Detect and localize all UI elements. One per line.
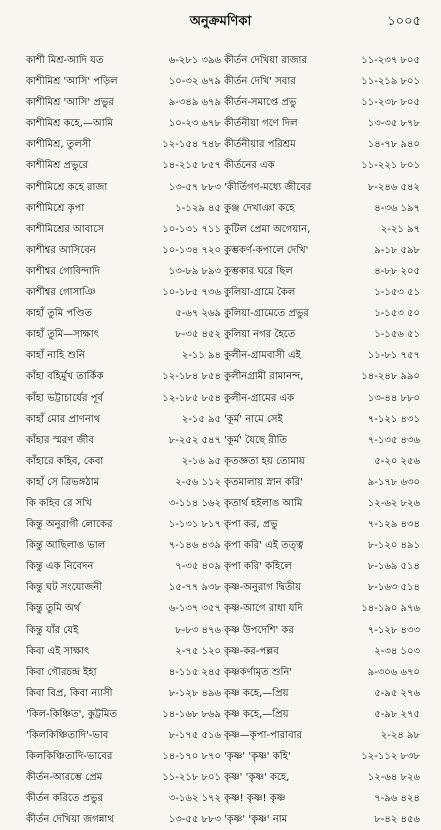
index-entry xyxy=(26,198,221,219)
entry-text: কীর্তন-আরম্ভে প্রেম xyxy=(26,772,103,784)
entry-text: কৃপা করি' কহিলে xyxy=(224,561,292,573)
entry-text: কীর্তন দেখি' সবার xyxy=(224,76,296,88)
entry-text: কাহাঁ তুমি পণ্ডিত xyxy=(26,308,92,320)
index-entry xyxy=(26,92,221,113)
entry-text: কীর্তন দেখিয়া জগন্নাথ xyxy=(26,814,114,826)
index-entry xyxy=(224,219,420,240)
entry-reference: ১১-২১৯ ৮০১ xyxy=(361,76,420,88)
entry-text: কাশীমিশ্রের আবাসে xyxy=(26,223,104,235)
entry-text: কৃপা কর, প্রভু xyxy=(224,519,278,531)
entry-reference: ৭-১২১ ৪৩১ xyxy=(367,413,420,425)
entry-text: কি কহিব রে সখি xyxy=(26,497,92,509)
index-entry xyxy=(224,388,420,409)
index-entry xyxy=(26,409,221,430)
index-entry xyxy=(224,113,420,134)
index-entry xyxy=(224,598,420,619)
index-entry xyxy=(26,155,221,176)
entry-reference: ২-৩৪ ১০৩ xyxy=(374,645,420,657)
entry-text: কিলকিঞ্চিতাদি-ভাবের xyxy=(26,751,113,763)
entry-text: কাহাঁ নাহি শুনি xyxy=(26,350,85,362)
entry-text: কুলিয়া-গ্রামে কৈল xyxy=(224,287,296,299)
entry-text: কিবা বিপ্র, কিবা ন্যাসী xyxy=(26,687,113,699)
entry-reference: ৫-৯৮ ২৭৫ xyxy=(374,708,420,720)
entry-reference: ১০-২৩ ৬৭৮ xyxy=(168,118,221,130)
entry-text: কাহাঁ মোর প্রাণনাথ xyxy=(26,413,101,425)
page-title: অনুক্রমণিকা xyxy=(189,14,252,29)
entry-text: কাশীমিশ্র 'আসি' পড়িল xyxy=(26,76,118,88)
entry-text: কুম্ভকর্ণ-কপালে দেখি' xyxy=(224,244,309,256)
entry-text: কৃষ্ণকর্ণামৃত শুনি' xyxy=(224,666,293,678)
entry-reference: ১০-৩২ ৬৭৯ xyxy=(168,76,221,88)
entry-reference: ২-২১ ৯৭ xyxy=(380,223,420,235)
entry-text: 'কৃষ্ণ' 'কৃষ্ণ' নাম xyxy=(224,814,288,826)
entry-text: কাশীমিশ্র, তুলসী xyxy=(26,139,92,151)
index-entry xyxy=(224,303,420,324)
index-entry xyxy=(26,514,221,535)
index-entry xyxy=(224,240,420,261)
index-entry xyxy=(224,324,420,345)
index-entry xyxy=(224,261,420,282)
entry-text: কৃষ্ণ কহে,—প্রিয় xyxy=(224,687,289,699)
entry-reference: ৭-১২৮ ৪৩৩ xyxy=(367,624,420,636)
index-entry xyxy=(26,240,221,261)
entry-reference: ৩-১১৪ ১৬২ xyxy=(168,497,221,509)
entry-reference: ৬-১৩৭ ৩৫৭ xyxy=(168,603,221,615)
entry-text: কিবা এই সাক্ষাৎ xyxy=(26,645,90,657)
entry-reference: ৪-১১৫ ২৪৫ xyxy=(168,666,221,678)
entry-reference: ১৩-৪৪ ৮৮০ xyxy=(367,392,420,404)
index-entry xyxy=(224,788,420,809)
entry-reference: ৮-২৫২ ৫৪৭ xyxy=(168,434,221,446)
index-entry xyxy=(224,683,420,704)
entry-reference: ৮-১৬৩ ৫১৪ xyxy=(367,582,420,594)
entry-text: 'কীর্তিগণ-মধ্যে জীবের xyxy=(224,181,312,193)
entry-reference: ১৩-৩৫ ৮৭৮ xyxy=(367,118,420,130)
index-entry xyxy=(26,282,221,303)
entry-text: কাশী মিশ্র-আদি যত xyxy=(26,55,104,66)
entry-text: কুলীনগ্রামী রামানন্দ, xyxy=(224,371,304,383)
entry-reference: ৭-৯৬ ৪২৪ xyxy=(374,793,420,805)
index-entry xyxy=(26,430,221,451)
entry-text: কৃষ্ণ-কর-পল্লব xyxy=(224,645,279,657)
entry-text: কাশীমিশ্রে কৃপা xyxy=(26,202,85,214)
entry-reference: ৪-৩৬ ১৯৭ xyxy=(374,202,420,214)
entry-text: কৃপা করি' এই তত্ত্ব xyxy=(224,540,304,552)
index-entry xyxy=(224,577,420,598)
index-entry xyxy=(26,366,221,387)
entry-text: 'কূর্ম' যৈছে রীতি xyxy=(224,434,288,446)
entry-text: কৃতমালায় স্নান করি' xyxy=(224,476,303,488)
entry-reference: ১৪-২১৫ ৮৫৭ xyxy=(162,160,221,172)
index-entry xyxy=(224,198,420,219)
entry-text: কৃতার্থ হইলাঙ আমি xyxy=(224,497,303,509)
index-entry xyxy=(224,704,420,725)
entry-reference: ৯-১৭৮ ৬৩০ xyxy=(367,476,420,488)
index-entry xyxy=(26,261,221,282)
index-entry xyxy=(224,177,420,198)
index-entry xyxy=(224,409,420,430)
index-entry xyxy=(224,535,420,556)
entry-text: কৃষ্ণ কহে,—প্রিয় xyxy=(224,708,289,720)
entry-text: কাশীমিশ্র প্রভুরে xyxy=(26,160,88,172)
entry-text: কাহাঁ তুমি—সাক্ষাৎ xyxy=(26,329,99,341)
entry-text: কীর্তনীয়া গণে দিল xyxy=(224,118,298,130)
entry-text: কীর্তন-সমাপ্তে প্রভু xyxy=(224,97,297,109)
entry-reference: ১০-১৩৪ ৭২০ xyxy=(162,244,221,256)
entry-text: কাহাঁ সে ত্রিভঙ্গঠাম xyxy=(26,476,100,488)
index-entry xyxy=(26,577,221,598)
entry-reference: ৯-৩৪৯ ৬৭৯ xyxy=(168,97,221,109)
entry-text: কৃষ্ণ—কৃপা-পারাবার xyxy=(224,730,303,741)
entry-text: কিন্তু তুমি অর্থ xyxy=(26,603,81,615)
index-entry xyxy=(26,535,221,556)
entry-text: কিন্তু এক নিবেদন xyxy=(26,561,94,573)
entry-text: কাঁহা বহির্মুখ তার্কিক xyxy=(26,371,104,383)
entry-reference: ২-৭৫ ১২০ xyxy=(175,645,221,657)
index-entry xyxy=(26,324,221,345)
entry-reference: ৭-১৪৬ ৪৩৯ xyxy=(168,540,221,552)
entry-text: কীর্তন করিতে প্রভুর xyxy=(26,793,103,805)
entry-text: কৃতজ্ঞতা হয় তোমায় xyxy=(224,455,305,467)
entry-reference: ১১-২১৮ ৮০১ xyxy=(162,772,221,784)
entry-text: কাশীমিশ্র কহে,—আমি xyxy=(26,118,114,130)
index-entry xyxy=(26,788,221,809)
entry-reference: ১২-১৮৪ ৮৫৪ xyxy=(162,371,221,383)
entry-reference: ৯-১৮ ৫৯৮ xyxy=(374,244,420,256)
entry-reference: ১১-২৩৭ ৮০৫ xyxy=(361,55,420,66)
entry-reference: ৭-১২৯ ৪৩৪ xyxy=(367,519,420,531)
entry-text: কাশীশ্বর গোবিন্দাদি xyxy=(26,265,101,277)
index-entry xyxy=(26,556,221,577)
entry-reference: ৫-৬৭ ২৬৯ xyxy=(175,308,221,320)
index-entry xyxy=(224,430,420,451)
entry-text: কাশীশ্বর গোসাঞি xyxy=(26,287,96,299)
index-entry xyxy=(26,71,221,92)
index-entry xyxy=(26,725,221,746)
entry-reference: ৮-২৪৬ ৫৪২ xyxy=(367,181,420,193)
entry-text: 'কিল-কিঞ্চিত', কুট্টমিত xyxy=(26,708,117,720)
index-entry xyxy=(224,451,420,472)
index-entry xyxy=(26,451,221,472)
index-entry xyxy=(26,598,221,619)
entry-reference: ১-১৫৬ ৫১ xyxy=(374,329,420,341)
index-entry xyxy=(26,472,221,493)
entry-text: কুলীন-গ্রামের এক xyxy=(224,392,295,404)
entry-text: কিন্তু যাঁর যেই xyxy=(26,624,79,636)
entry-reference: ১৪-১৯০ ৯৭৬ xyxy=(361,603,420,615)
entry-reference: ১৪-৭৮ ৯৪০ xyxy=(367,139,420,151)
index-entry xyxy=(26,388,221,409)
entry-reference: ১-১৫৩ ৫০ xyxy=(374,308,420,320)
entry-reference: ৮-৩৫ ৪৫২ xyxy=(175,329,221,341)
entry-text: কাশীমিশ্রে কহে রাজা xyxy=(26,181,108,193)
index-entry xyxy=(26,50,221,71)
entry-reference: ১২-১১২ ৮৩৮ xyxy=(361,751,420,763)
entry-reference: ১৩-৮৯ ৮৯৩ xyxy=(168,265,221,277)
index-entry xyxy=(26,177,221,198)
index-entry xyxy=(26,767,221,788)
entry-text: 'কৃষ্ণ' 'কৃষ্ণ' কহি' xyxy=(224,751,291,763)
entry-text: কৃষ্ণ! কৃষ্ণ! কৃষ্ণ xyxy=(224,793,286,805)
index-entry xyxy=(26,134,221,155)
index-entry xyxy=(26,746,221,767)
index-entry xyxy=(224,620,420,641)
entry-reference: ৫-২০ ২৫৬ xyxy=(374,455,420,467)
index-entry xyxy=(224,134,420,155)
entry-reference: ১৪-১৬৮ ৮৬৯ xyxy=(162,708,221,720)
entry-text: কৃষ্ণ উপদেশি' কর xyxy=(224,624,294,636)
entry-text: কুম্ভকার ঘরে ছিল xyxy=(224,265,293,277)
entry-text: কুলিয়া নগর হৈতে xyxy=(224,329,296,341)
entry-text: কৃষ্ণ' 'কৃষ্ণ' কহে, xyxy=(224,772,290,784)
entry-reference: ১২-১৫৪ ৭৪৮ xyxy=(162,139,221,151)
entry-text: কাঁহারে কহিব, কেবা xyxy=(26,455,104,467)
entry-reference: ২-৫৬ ১১২ xyxy=(175,476,221,488)
index-entry xyxy=(224,282,420,303)
index-entry xyxy=(224,767,420,788)
page-number: ১০০৫ xyxy=(387,14,421,29)
entry-reference: ১৫-৭৭ ৯৩৮ xyxy=(168,582,221,594)
entry-reference: ৮-৪২ ৪৫৬ xyxy=(374,814,420,826)
index-entry xyxy=(26,303,221,324)
index-entry xyxy=(224,641,420,662)
entry-text: কিন্তু ঘট সংযোজনী xyxy=(26,582,103,594)
entry-reference: ৮-১৬৯ ৫১৪ xyxy=(367,561,420,573)
entry-text: কীর্তনের এক xyxy=(224,160,275,172)
entry-text: কাঁহার স্মরণ জীব xyxy=(26,434,94,446)
index-entry xyxy=(26,219,221,240)
entry-reference: ১৩-৫৫ ৮৮৩ xyxy=(168,814,221,826)
index-entry xyxy=(26,662,221,683)
entry-text: কুটিল প্রেমা অগেয়ান, xyxy=(224,223,311,235)
entry-reference: ১৪-১৭০ ৮৭০ xyxy=(162,751,221,763)
index-entry xyxy=(224,746,420,767)
entry-text: কুলীন-গ্রামবাসী এই xyxy=(224,350,301,362)
index-entry xyxy=(224,514,420,535)
index-entry xyxy=(26,345,221,366)
index-entry xyxy=(224,366,420,387)
index-entry xyxy=(26,704,221,725)
index-entry xyxy=(224,345,420,366)
entry-reference: ৮-৮৩ ৪৭৬ xyxy=(175,624,221,636)
entry-reference: ৭-৩৫ ৪০৯ xyxy=(175,561,221,573)
entry-reference: ৩-১৬২ ১৭২ xyxy=(168,793,221,805)
index-entry xyxy=(26,809,221,830)
entry-reference: ৬-২৮১ ৩৯৬ xyxy=(168,55,221,66)
entry-reference: ১২-৬২ ৮২৬ xyxy=(367,497,420,509)
entry-text: কুলিয়া-গ্রামেতে প্রভুর xyxy=(224,308,309,320)
index-entry xyxy=(26,620,221,641)
index-entry xyxy=(26,683,221,704)
entry-reference: ১-১২৯ ৪৫ xyxy=(175,202,221,214)
entry-reference: ৪-৮৮ ২০৫ xyxy=(374,265,420,277)
entry-reference: ১-১৩১ ৮১৭ xyxy=(168,519,221,531)
entry-reference: ১১-৮১ ৭৫৭ xyxy=(367,350,420,362)
index-entry xyxy=(224,92,420,113)
page-header xyxy=(0,12,441,36)
index-entry xyxy=(26,113,221,134)
index-entry xyxy=(224,472,420,493)
entry-text: 'কিলকিঞ্চিতাদি'-ভাব xyxy=(26,730,109,741)
entry-reference: ২-১৫ ৯৫ xyxy=(181,413,221,425)
index-entry xyxy=(224,809,420,830)
index-entry xyxy=(224,155,420,176)
entry-reference: ১২-১৮৫ ৮৫৪ xyxy=(162,392,221,404)
entry-text: কুঞ্জ দেখাঞা কহে xyxy=(224,202,295,214)
index-entry xyxy=(26,493,221,514)
entry-reference: ৫-৯৫ ২৭৬ xyxy=(374,687,420,699)
entry-reference: ১০-১৩১ ৭১১ xyxy=(162,223,221,235)
index-entry xyxy=(224,725,420,746)
entry-text: কিবা গৌরচন্দ্র ইহা xyxy=(26,666,97,678)
entry-reference: ২-২৪ ৯৮ xyxy=(380,730,420,741)
index-column-left xyxy=(26,50,221,830)
index-entry xyxy=(224,556,420,577)
entry-reference: ১৪-২৪৮ ৯৯০ xyxy=(361,371,420,383)
entry-text: কিন্তু অনুরাগী লোকের xyxy=(26,519,113,531)
index-entry xyxy=(224,71,420,92)
entry-reference: ১৩-৫৭ ৮৮৩ xyxy=(168,181,221,193)
entry-text: কৃষ্ণ-অনুরাগ দ্বিতীয় xyxy=(224,582,302,594)
entry-text: কীর্তন দেখিয়া রাজার xyxy=(224,55,307,66)
index-entry xyxy=(26,641,221,662)
entry-text: কাশীশ্বর আসিবেন xyxy=(26,244,96,256)
entry-reference: ১-১৫৩ ৫১ xyxy=(374,287,420,299)
entry-reference: ৮-১৭৫ ৫১৬ xyxy=(168,730,221,741)
entry-text: কাঁহা ভট্টাচার্যের পূর্ব xyxy=(26,392,103,404)
entry-reference: ১১-২৩৮ ৮০৫ xyxy=(361,97,420,109)
entry-reference: ১২-৬৪ ৮২৬ xyxy=(367,772,420,784)
entry-text: কীর্তনীয়ার পরিশ্রম xyxy=(224,139,296,151)
entry-reference: ২-১১ ৯৪ xyxy=(181,350,221,362)
entry-reference: ৭-১৩৫ ৪৩৬ xyxy=(367,434,420,446)
entry-reference: ৮-১২৮ ৪৯৬ xyxy=(168,687,221,699)
entry-reference: ৯-৩০৬ ৬৭০ xyxy=(367,666,420,678)
index-entry xyxy=(224,50,420,71)
index-column-right xyxy=(224,50,420,830)
entry-text: কিন্তু আছিলাঙ ভাল xyxy=(26,540,106,552)
entry-reference: ১১-২২১ ৮০১ xyxy=(361,160,420,172)
entry-reference: ১০-১৮৫ ৭৩৬ xyxy=(162,287,221,299)
index-entry xyxy=(224,493,420,514)
entry-reference: ২-১৬ ৯৫ xyxy=(181,455,221,467)
entry-text: কৃষ্ণ-আগে রাধা যদি xyxy=(224,603,303,615)
entry-text: কাশীমিশ্র 'আসি' প্রভুর xyxy=(26,97,114,109)
index-entry xyxy=(224,662,420,683)
entry-text: 'কূর্ম' নামে সেই xyxy=(224,413,283,425)
entry-reference: ৮-১২০ ৪৯১ xyxy=(367,540,420,552)
